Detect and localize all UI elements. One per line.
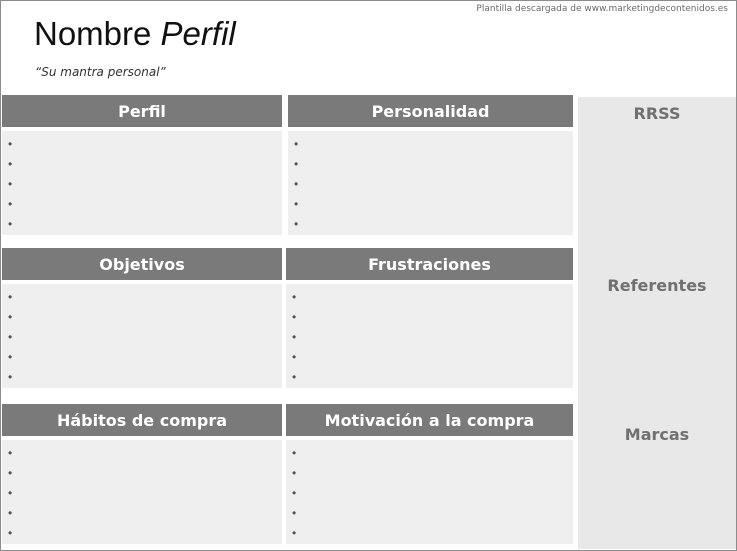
bullet-item: • xyxy=(294,197,299,211)
bullet-item: • xyxy=(294,137,299,151)
card-title: Perfil xyxy=(2,95,282,127)
bullet-list xyxy=(2,440,282,546)
bullet-item: • xyxy=(8,370,13,384)
sidebar-label-marcas: Marcas xyxy=(624,425,690,444)
bullet-item: • xyxy=(292,526,297,540)
bullet-list xyxy=(2,131,282,237)
bullet-item: • xyxy=(8,330,13,344)
card-perfil xyxy=(2,95,282,237)
bullet-item: • xyxy=(294,217,299,231)
bullet-item: • xyxy=(8,486,13,500)
sidebar-label-referentes: Referentes xyxy=(607,276,707,295)
bullet-item: • xyxy=(292,370,297,384)
bullet-item: • xyxy=(8,526,13,540)
title-name: Nombre xyxy=(34,15,152,52)
bullet-item: • xyxy=(292,310,297,324)
card-title: Frustraciones xyxy=(286,248,573,280)
sidebar-panel xyxy=(578,97,736,549)
card-title: Objetivos xyxy=(2,248,282,280)
card-body[interactable] xyxy=(286,440,573,544)
card-title: Personalidad xyxy=(288,95,573,127)
bullet-item: • xyxy=(8,197,13,211)
card-title: Motivación a la compra xyxy=(286,404,573,436)
bullet-item: • xyxy=(292,466,297,480)
title-profile: Perfil xyxy=(160,15,236,52)
bullet-item: • xyxy=(8,350,13,364)
card-body[interactable] xyxy=(288,131,573,235)
page-title xyxy=(34,15,236,53)
card-body[interactable] xyxy=(286,284,573,388)
bullet-item: • xyxy=(8,446,13,460)
card-frustraciones xyxy=(286,248,573,390)
bullet-item: • xyxy=(8,177,13,191)
bullet-item: • xyxy=(8,217,13,231)
bullet-list xyxy=(286,284,573,390)
sidebar-label-rrss: RRSS xyxy=(633,104,681,123)
card-body[interactable] xyxy=(2,440,282,544)
mantra-text: “Su mantra personal” xyxy=(35,65,166,79)
card-personalidad xyxy=(288,95,573,237)
bullet-item: • xyxy=(292,446,297,460)
bullet-item: • xyxy=(292,330,297,344)
bullet-item: • xyxy=(8,290,13,304)
bullet-item: • xyxy=(292,290,297,304)
card-motivacion-a-la-compra xyxy=(286,404,573,546)
card-objetivos xyxy=(2,248,282,390)
bullet-list xyxy=(286,440,573,546)
bullet-list xyxy=(2,284,282,390)
card-body[interactable] xyxy=(2,284,282,388)
card-body[interactable] xyxy=(2,131,282,235)
bullet-item: • xyxy=(294,157,299,171)
bullet-item: • xyxy=(292,486,297,500)
bullet-list xyxy=(288,131,573,237)
bullet-item: • xyxy=(294,177,299,191)
bullet-item: • xyxy=(8,137,13,151)
bullet-item: • xyxy=(8,506,13,520)
card-habitos-de-compra xyxy=(2,404,282,546)
bullet-item: • xyxy=(8,310,13,324)
bullet-item: • xyxy=(8,157,13,171)
card-title: Hábitos de compra xyxy=(2,404,282,436)
bullet-item: • xyxy=(292,350,297,364)
bullet-item: • xyxy=(8,466,13,480)
template-credit: Plantilla descargada de www.marketingdecontenidos.es xyxy=(476,4,728,14)
bullet-item: • xyxy=(292,506,297,520)
